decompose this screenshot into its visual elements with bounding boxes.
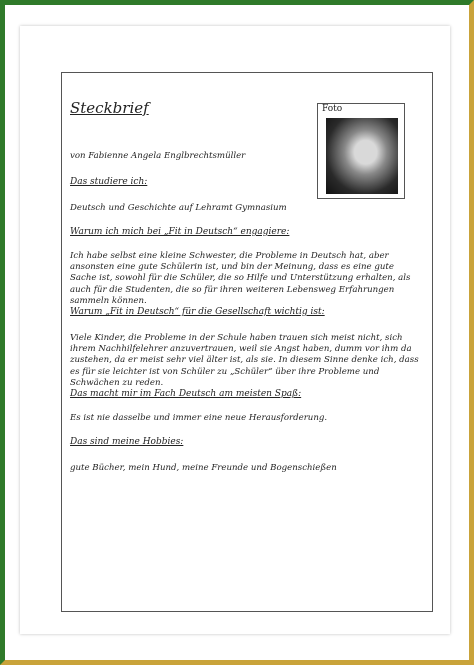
section-body-society: Viele Kinder, die Probleme in der Schule haben trauen sich meist nicht, sich ihrem Nachhilfelehrer anzuvertrauen, weil sie Angst haben, dumm vor ihm da zustehen, da er meist sehr viel älter ist, als sie. In diesem Sinne denke ich, dass es für sie leichter ist von Schüler zu „Schüler“ über ihre Probleme und Schwächen zu reden.	[70, 333, 419, 388]
section-body-motivation: Ich habe selbst eine kleine Schwester, die Probleme in Deutsch hat, aber ansonsten eine gute Schülerin ist, und bin der Meinung, dass es eine gute Sache ist, sowohl für die Schüler, die so Hilfe und Unterstützung erhalten, als auch für die Studenten, die so für ihren weiteren Lebensweg Erfahrungen sammeln können.	[70, 251, 411, 306]
section-body-study: Deutsch und Geschichte auf Lehramt Gymnasium	[70, 203, 287, 213]
section-heading-hobbies: Das sind meine Hobbies:	[70, 437, 184, 447]
section-heading-motivation: Warum ich mich bei „Fit in Deutsch“ engagiere:	[70, 227, 290, 237]
name-line: von Fabienne Angela Englbrechtsmüller	[70, 151, 246, 161]
document-page	[20, 26, 450, 634]
profile-sheet	[61, 72, 433, 612]
page-title: Steckbrief	[70, 99, 149, 117]
section-body-fun: Es ist nie dasselbe und immer eine neue Herausforderung.	[70, 413, 328, 423]
section-heading-study: Das studiere ich:	[70, 177, 148, 187]
section-heading-fun: Das macht mir im Fach Deutsch am meisten Spaß:	[70, 389, 302, 399]
section-heading-society: Warum „Fit in Deutsch“ für die Gesellschaft wichtig ist:	[70, 307, 325, 317]
section-body-hobbies: gute Bücher, mein Hund, meine Freunde und Bogenschießen	[70, 463, 337, 473]
photo-label: Foto	[322, 104, 343, 114]
